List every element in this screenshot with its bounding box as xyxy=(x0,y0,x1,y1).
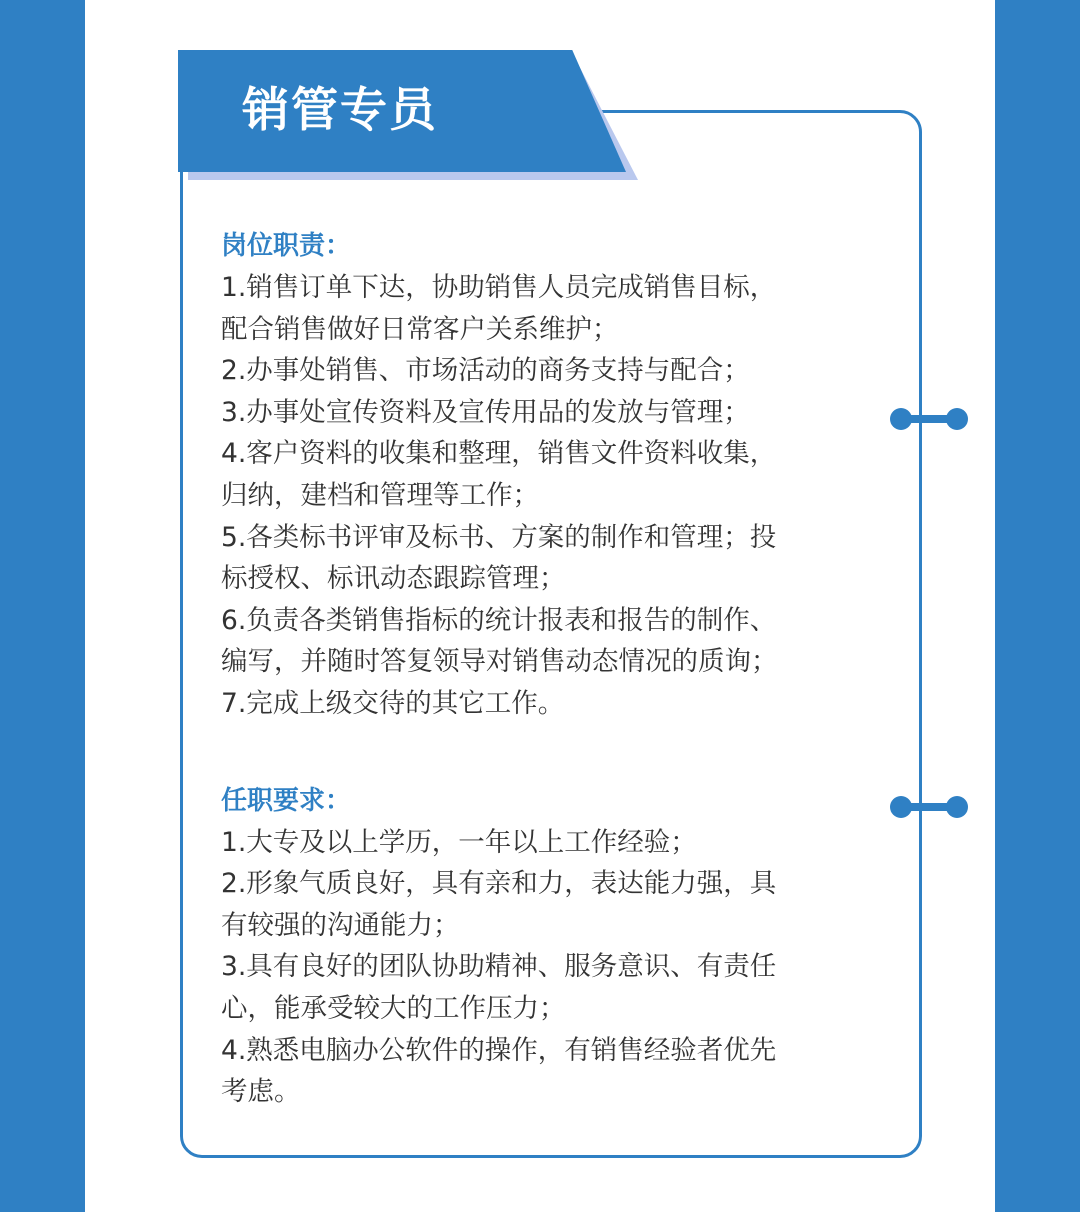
text-line: 配合销售做好日常客户关系维护； xyxy=(221,313,619,345)
section-requirements xyxy=(221,781,871,1113)
ring-dot-right xyxy=(946,796,968,818)
section-gap xyxy=(221,725,871,781)
text-line: 2.形象气质良好，具有亲和力，表达能力强，具 xyxy=(221,868,777,900)
text-line: 有较强的沟通能力； xyxy=(221,909,460,941)
text-line: 心，能承受较大的工作压力； xyxy=(221,992,566,1024)
text-line: 1.大专及以上学历，一年以上工作经验； xyxy=(221,826,697,858)
text-line: 归纳，建档和管理等工作； xyxy=(221,479,539,511)
text-line: 6.负责各类销售指标的统计报表和报告的制作、 xyxy=(221,604,777,636)
text-line: 2.办事处销售、市场活动的商务支持与配合； xyxy=(221,355,750,387)
section-title: 任职要求： xyxy=(221,785,352,816)
job-content xyxy=(221,226,871,1113)
text-line: 1.销售订单下达，协助销售人员完成销售目标， xyxy=(221,272,777,303)
ring-dot-right xyxy=(946,408,968,430)
job-title: 销管专员 xyxy=(242,83,438,138)
text-line: 标授权、标讯动态跟踪管理； xyxy=(221,563,566,595)
text-line: 编写，并随时答复领导对销售动态情况的质询； xyxy=(221,646,778,678)
text-line: 考虑。 xyxy=(221,1076,301,1108)
text-line: 4.客户资料的收集和整理，销售文件资料收集， xyxy=(221,438,777,470)
text-line: 7.完成上级交待的其它工作。 xyxy=(221,687,565,719)
binder-ring-icon xyxy=(890,408,968,430)
text-line: 5.各类标书评审及标书、方案的制作和管理；投 xyxy=(221,521,777,553)
text-line: 3.办事处宣传资料及宣传用品的发放与管理； xyxy=(221,396,750,428)
text-line: 4.熟悉电脑办公软件的操作，有销售经验者优先 xyxy=(221,1034,777,1066)
section-title: 岗位职责： xyxy=(221,231,352,261)
section-responsibilities xyxy=(221,226,871,725)
binder-ring-icon xyxy=(890,796,968,818)
text-line: 3.具有良好的团队协助精神、服务意识、有责任 xyxy=(221,951,777,983)
